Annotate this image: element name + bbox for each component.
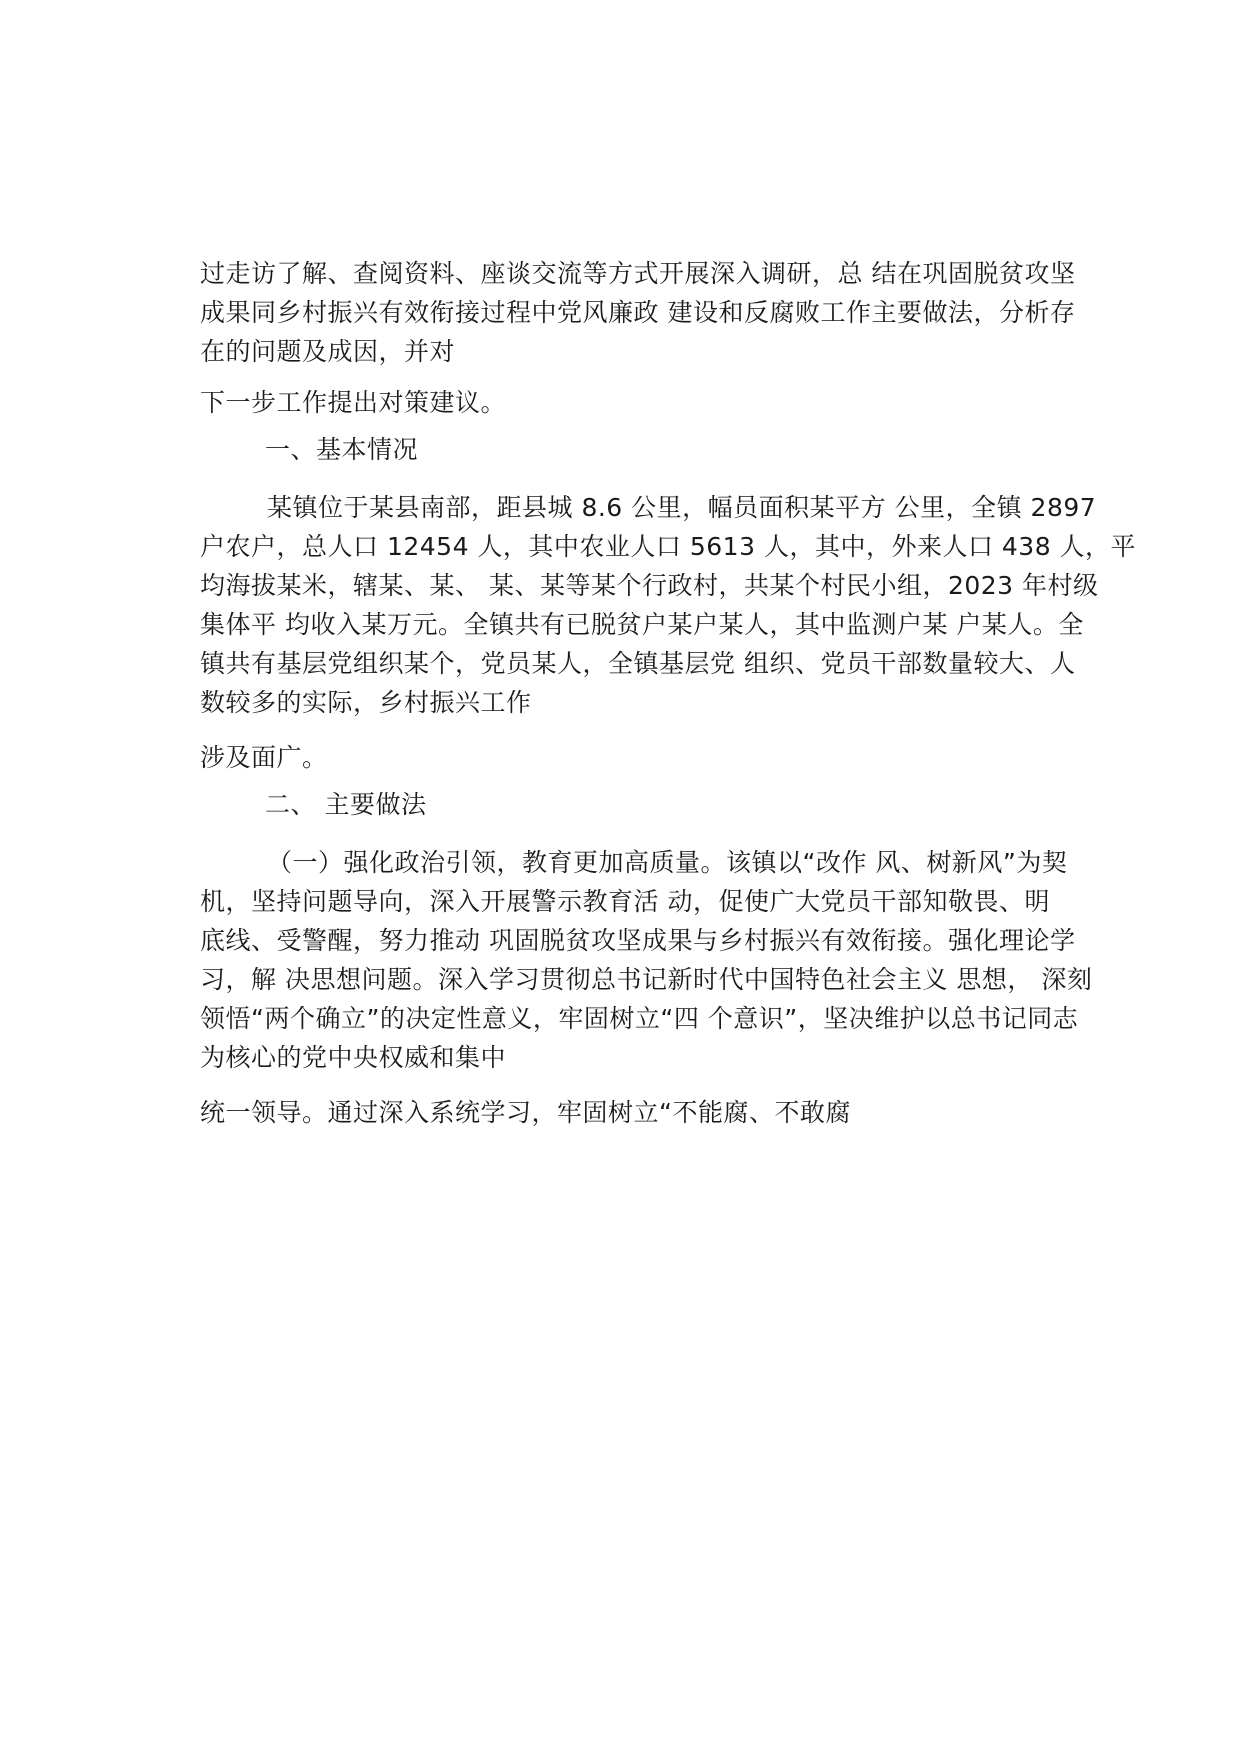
text-line: 机，坚持问题导向，深入开展警示教育活 动，促使广大党员干部知敬畏、明 — [200, 887, 1050, 916]
intro-paragraph-continuation — [200, 383, 1090, 422]
text-line: 过走访了解、查阅资料、座谈交流等方式开展深入调研，总 结在巩固脱贫攻坚 — [200, 259, 1076, 288]
text-line: 户农户，总人口 12454 人，其中农业人口 5613 人，其中，外来人口 438 人，平 — [200, 532, 1137, 561]
text-line: 底线、受警醒，努力推动 巩固脱贫攻坚成果与乡村振兴有效衔接。强化理论学 — [200, 926, 1076, 955]
text-line: 统一领导。通过深入系统学习，牢固树立“不能腐、不敢腐 — [200, 1098, 851, 1127]
main-practices-paragraph — [200, 843, 1093, 1077]
text-line: 镇共有基层党组织某个，党员某人，全镇基层党 组织、党员干部数量较大、人 — [200, 649, 1076, 678]
basic-situation-paragraph — [200, 488, 1137, 722]
basic-situation-continuation — [200, 738, 1090, 777]
text-line: 均海拔某米，辖某、某、 某、某等某个行政村，共某个村民小组，2023 年村级 — [200, 571, 1099, 600]
text-line: 领悟“两个确立”的决定性意义，牢固树立“四 个意识”，坚决维护以总书记同志 — [200, 1004, 1079, 1033]
main-practices-continuation — [200, 1093, 1090, 1132]
text-line: 在的问题及成因，并对 — [200, 337, 456, 366]
heading-text: 一、基本情况 — [265, 435, 419, 464]
section-heading-basic-situation — [200, 430, 1155, 469]
text-line: 习，解 决思想问题。深入学习贯彻总书记新时代中国特色社会主义 思想， 深刻 — [200, 965, 1093, 994]
text-line: 某镇位于某县南部，距县城 8.6 公里，幅员面积某平方 公里，全镇 2897 — [267, 493, 1097, 522]
text-line: 数较多的实际，乡村振兴工作 — [200, 688, 532, 717]
text-line: 集体平 均收入某万元。全镇共有已脱贫户某户某人，其中监测户某 户某人。全 — [200, 610, 1084, 639]
intro-paragraph — [200, 254, 1090, 371]
text-line: （一）强化政治引领，教育更加高质量。该镇以“改作 风、树新风”为契 — [267, 848, 1068, 877]
text-line: 成果同乡村振兴有效衔接过程中党风廉政 建设和反腐败工作主要做法，分析存 — [200, 298, 1076, 327]
heading-text: 二、 主要做法 — [265, 790, 427, 819]
section-heading-main-practices — [200, 785, 1155, 824]
text-line: 下一步工作提出对策建议。 — [200, 388, 507, 417]
text-line: 为核心的党中央权威和集中 — [200, 1043, 507, 1072]
text-line: 涉及面广。 — [200, 743, 328, 772]
